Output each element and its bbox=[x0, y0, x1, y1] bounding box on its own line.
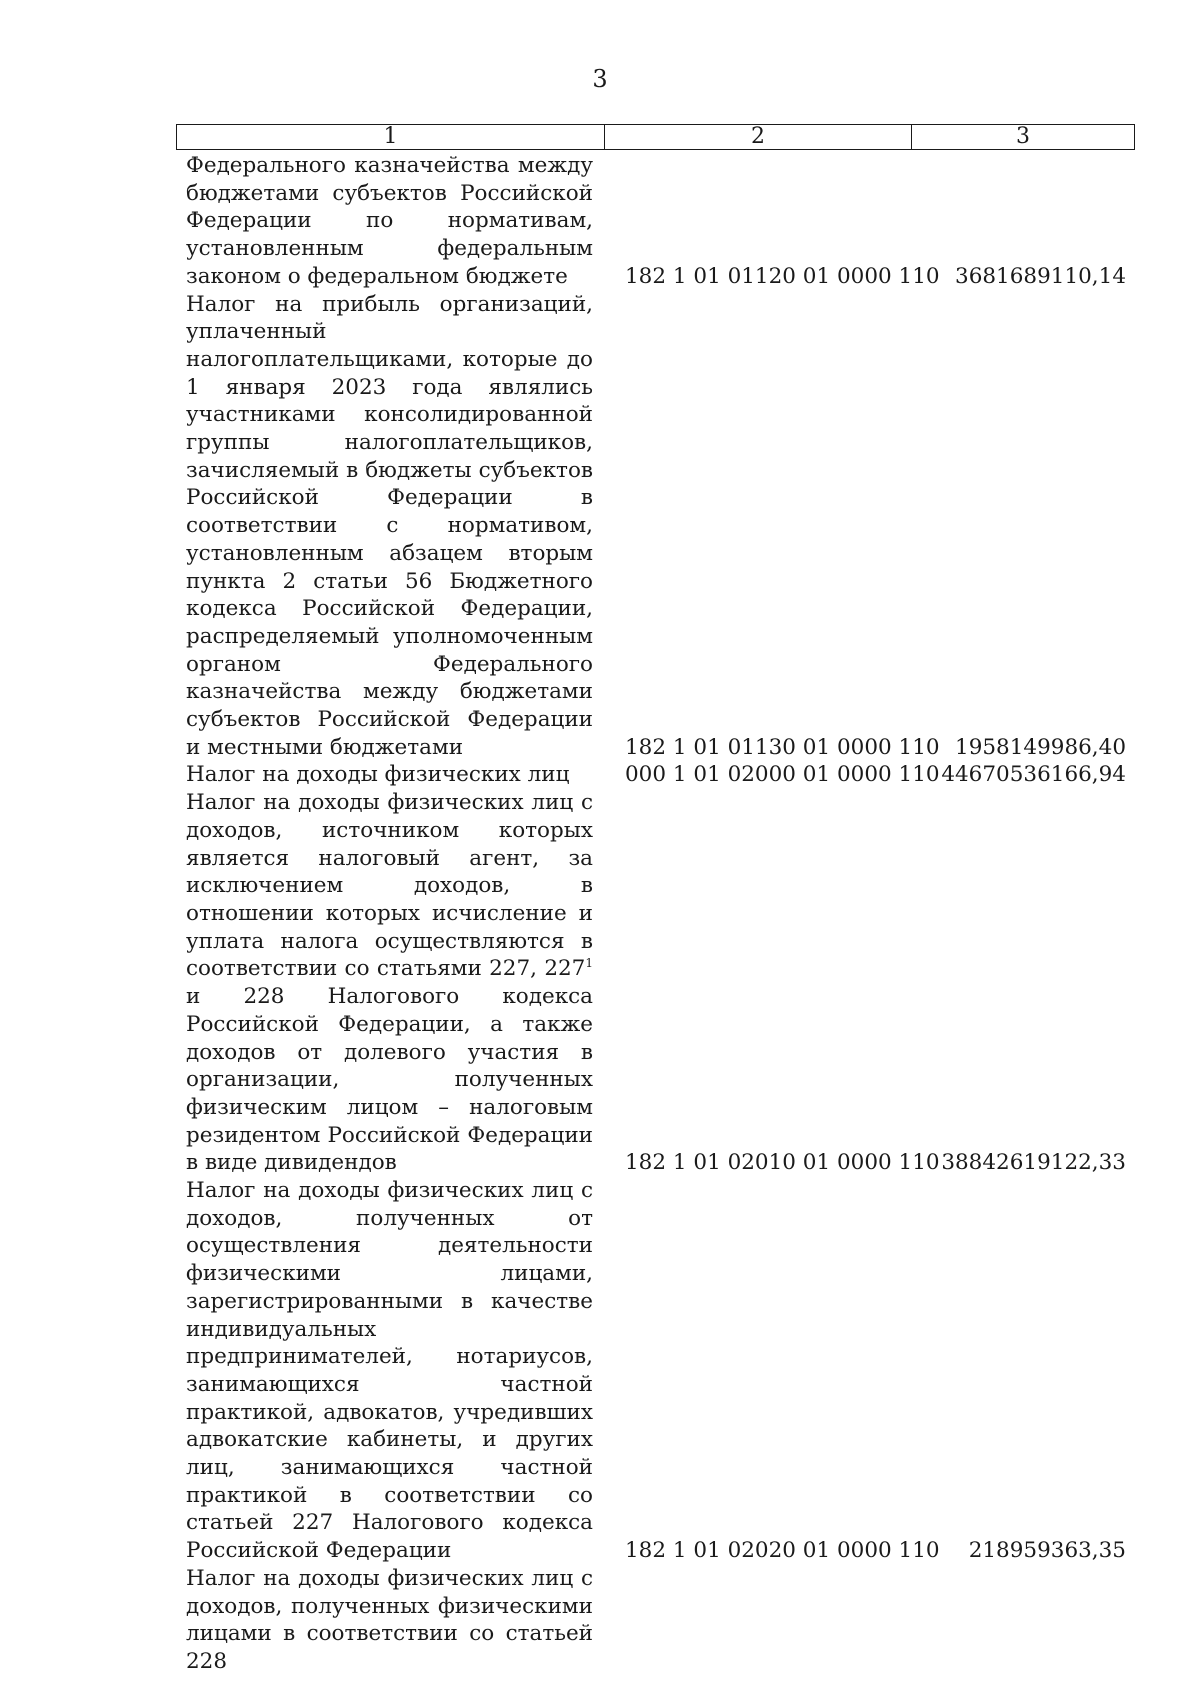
page-number: 3 bbox=[592, 65, 608, 93]
amount: 1958149986,40 bbox=[955, 734, 1126, 760]
revenue-name bbox=[186, 789, 593, 1177]
budget-classification-code: 182 1 01 02020 01 0000 110 bbox=[625, 1538, 940, 1564]
column-header-3: 3 bbox=[1016, 124, 1030, 149]
amount: 3681689110,14 bbox=[955, 263, 1126, 289]
table-header bbox=[176, 124, 1135, 150]
revenue-name-part: и 228 Налогового кодекса Российской Федерации, а также доходов от долевого участия в организации, полученных физическим лицом – налоговым резидентом Российской Федерации в виде дивидендов bbox=[186, 984, 593, 1176]
revenue-name: Налог на доходы физических лиц с доходов, полученных физическими лицами в соответствии со статьей 228 bbox=[186, 1565, 593, 1674]
superscript: 1 bbox=[585, 956, 593, 971]
revenue-name: Налог на доходы физических лиц с доходов, полученных от осуществления деятельности физическими лицами, зарегистрированными в качестве индивидуальных предпринимателей, нотариусов, занимающихся частной практикой, адвокатов, учредивших адвокатские кабинеты, и других лиц, занимающихся частной практикой в соответствии со статьей 227 Налогового кодекса Российской Федерации bbox=[186, 1178, 593, 1564]
budget-classification-code: 182 1 01 01120 01 0000 110 bbox=[625, 263, 940, 289]
amount: 44670536166,94 bbox=[941, 762, 1126, 788]
revenue-name-part: Налог на доходы физических лиц с доходов, источником которых является налоговый агент, за исключением доходов, в отношении которых исчисление и уплата налога осуществляются в соответствии со статьями 227, 227 bbox=[186, 790, 593, 982]
amount: 38842619122,33 bbox=[941, 1150, 1126, 1176]
table-row bbox=[186, 789, 1126, 1177]
column-header-2: 2 bbox=[605, 125, 912, 149]
amount: 218959363,35 bbox=[968, 1538, 1126, 1564]
budget-classification-code: 000 1 01 02000 01 0000 110 bbox=[625, 762, 940, 788]
budget-classification-code: 182 1 01 02010 01 0000 110 bbox=[625, 1150, 940, 1176]
column-header-1: 1 bbox=[177, 125, 605, 149]
revenue-name: Налог на прибыль организаций, уплаченный налогоплательщиками, которые до 1 января 2023 года являлись участниками консолидированной группы налогоплательщиков, зачисляемый в бюджеты субъектов Российской Федерации в соответствии с нормативом, установленным абзацем вторым пункта 2 статьи 56 Бюджетного кодекса Российской Федерации, распределяемый уполномоченным органом Федерального казначейства между бюджетами субъектов Российской Федерации и местными бюджетами bbox=[186, 291, 593, 760]
table-body bbox=[186, 152, 1126, 1676]
table-row bbox=[186, 1565, 1126, 1676]
table-row bbox=[186, 1177, 1126, 1565]
budget-classification-code: 182 1 01 01130 01 0000 110 bbox=[625, 734, 940, 760]
table-row bbox=[186, 152, 1126, 291]
table-row bbox=[186, 761, 1126, 789]
table-row bbox=[186, 291, 1126, 762]
revenue-name: Федерального казначейства между бюджетами субъектов Российской Федерации по нормативам, установленным федеральным законом о федеральном бюджете bbox=[186, 153, 593, 289]
revenue-name: Налог на доходы физических лиц bbox=[186, 762, 570, 788]
